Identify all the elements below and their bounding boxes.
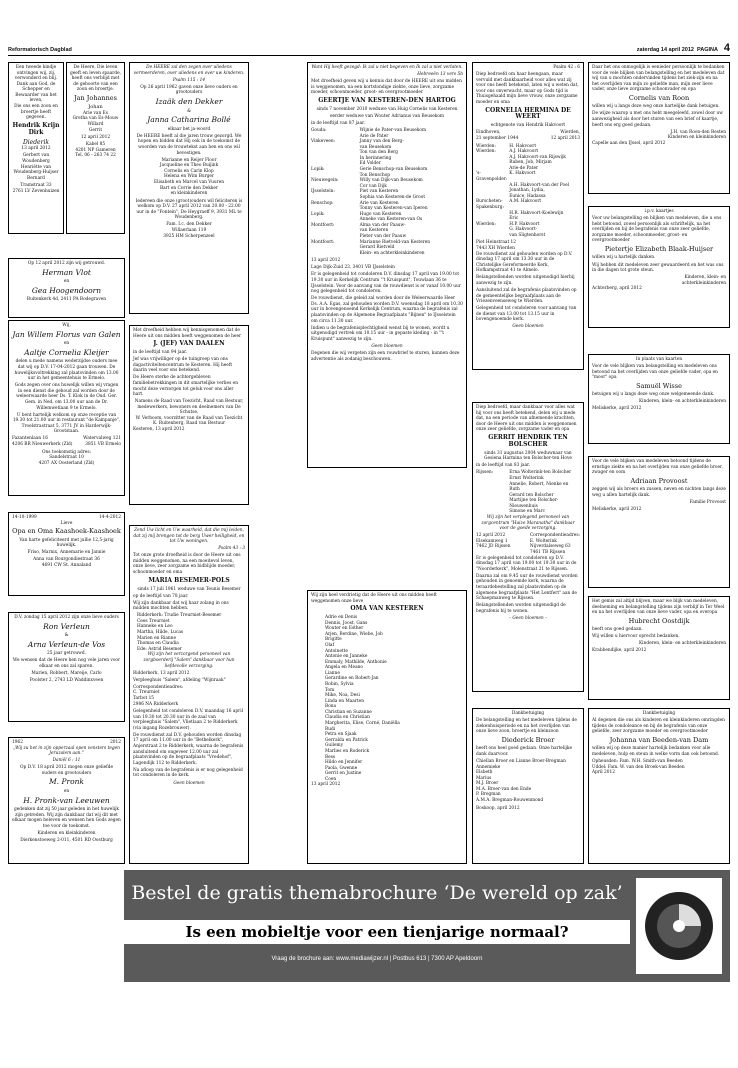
family-row: Anneke van Kesteren-van Os [359, 217, 423, 223]
thanks-ad-broer: Dankbetuiging De belangstelling en het medeleven tijdens de ziekenhuisperiode en na het overlijden van onze lieve zoon, broertje en kleinzoon Diederick Broer heeft ons heel goed gedaan. Onze hartelijke dank daarvoor. Chiellan Broer en Lianne Broer-Bregman Annemieke Elsbeth Marius M.J. Broer M.A. Broer-van den Ende P. Bregman A.M.A. Bregman-Rouwenmond Boskoop, april 2012 [472, 708, 584, 864]
family-row: Arie de Pater [359, 133, 389, 139]
family-line: Elisabeth en Marcel van Vuuren [153, 179, 225, 185]
family-line: Wouter en Esther [325, 626, 364, 632]
family-row: G. Hakvoort- [509, 227, 538, 233]
address-line: 4207 AX Oosterland (Zld) [38, 460, 95, 466]
address-line: Tarbot 15 [133, 695, 155, 701]
family-line: Paola, Gwenne [325, 765, 358, 771]
parents-line: Gerbert van Woudenberg [22, 153, 50, 165]
family-line: A.M.A. Bregman-Rouwenmond [476, 797, 544, 803]
address-line: Tramstraat 33 [20, 183, 52, 189]
family-row: A.J. Hakvoort-van Rijswijk [509, 154, 566, 160]
page-number: 4 [723, 42, 730, 54]
family-row: Simone en Marc [509, 509, 546, 515]
address-line: Piet Heinstraat 12 [476, 240, 517, 246]
family-row: Wierden: A.J. Hakvoort [476, 149, 539, 155]
family-row: van Beusekom [359, 144, 392, 150]
signature-line: W. Verboom, voorzitter van de Raad van Toezicht [135, 415, 243, 421]
obituary-ad-besemer: Zend Uw licht en Uw waarheid, dat die mij leiden, dat zij mij brengen tot de berg Uwer heiligheid, en tot Uw woningen. Psalm 43 : 3 Tot onze grote droefheid is door de Heere uit ons midden weggenomen, na een moeitevol leven, onze lieve, zeer zorgzame en bidblijde moeder, schoonmoeder en oma MARIA BESEMER-POLS sinds 17 juli 1961 weduwe van Teunis Besemer op de leeftijd van 78 jaar. Wij zijn dankbaar dat wij haar zolang in ons midden mochten hebben. Ridderkerk: Trudie Treurniet-Besemer Cees Treurniet Hanneke en Leo Martha, Hilde, Lucas Marien en Rianne Thomas en Claudia Ede: Astrid Besemer Wij zijn het verzorgend personeel van zorgboerderij "Salem" dankbaar voor hun liefdevolle verzorging. Ridderkerk, 13 april 2012 Verpleeghuis "Salem", afdeling "Wijnraak" Correspondentieadres: C. Treurniet Tarbot 15 2986 NA Ridderkerk Gelegenheid tot condoleren D.V. maandag 16 april van 19.30 tot 20.30 uur in de zaal van verpleeghuis "Salem", Vlietlaan 2 te Ridderkerk (via ingang Rozebrouwer). De rouwdienst zal D.V. gehouden worden dinsdag 17 april om 11.00 uur in de "Bethelkerk", Anjerstraat 2 te Ridderkerk, waarna de begrafenis aansluitend om ongeveer 12.00 uur zal plaatsvinden op de begraafplaats "Vredehof", Lagendijk 112 te Ridderkerk. Na afloop van de begrafenis is er nog gelegenheid tot condoleren in de kerk. Geen bloemen [129, 525, 249, 864]
family-line: Gerardine en Robert-Jan [325, 676, 379, 682]
address-line: C. Treurniet [133, 690, 160, 696]
family-line: Robin, Sylvia [325, 681, 354, 687]
mediawijzer-logo-icon [636, 878, 722, 974]
address-line: Watervalweg 121 [83, 436, 121, 442]
address-line: 4691 CW St. Annaland [41, 562, 92, 568]
family-line: Arjen, Berdine, Wiebe, Job [325, 631, 383, 637]
parents-line: Gerrit [88, 127, 103, 133]
family-row: Eunice, Hadassa [509, 193, 546, 199]
family-line: Claudia en Christian [325, 715, 370, 721]
family-line: Olaf [325, 642, 335, 648]
family-line: Kinderen, klein- en [684, 275, 726, 281]
family-row: Gerard Rietveld [359, 245, 395, 251]
family-line: J.H. van Roon-den Besten [670, 129, 726, 135]
newspaper-name: Reformatorisch Dagblad [8, 47, 72, 53]
family-row: IJsselstein: Piet van Kesteren [311, 189, 399, 195]
address-line: 12 april 2012 [476, 533, 506, 539]
family-line: Mike, Noa, Desi [325, 693, 360, 699]
family-line: Cees Treurniet [137, 618, 170, 624]
family-line: Rudi [325, 726, 336, 732]
address-line: 7461 TB Rijssen [529, 550, 566, 555]
family-line: Antonie en Janneke [325, 654, 368, 660]
family-row: Wierden: H. Hakvoort [476, 143, 537, 149]
address-line: 4201 NP Gameren [75, 147, 116, 153]
family-line: Petra en Sjaak [325, 732, 357, 738]
address-line: E. Wolterink [529, 538, 557, 544]
family-row: Jonathan, Lydia, [509, 188, 545, 194]
family-line: Annemieke [476, 764, 501, 770]
address-line: 2986 NA Ridderkerk [133, 701, 179, 707]
thanks-ad-van-roon: Daar het ons onmogelijk is eenieder persoonlijk te bedanken voor de vele blijken van belangstelling en het medeleven dat wij van u mochten ondervinden tijdens het ziek-zijn en na het overlijden van mijn zo geliefde man, mijn zeer lieve vader, onze lieve zorgzame schoonvader en opa Cornelis van Roon willen wij u langs deze weg onze hartelijke dank betuigen. De wijze waarop u met ons hebt meegeleefd, zowel door uw aanwezigheid als door het sturen van een brief of kaartje, heeft ons erg goed gedaan. J.H. van Roon-den Besten Kinderen en kleinkinderen Capelle aan den IJssel, april 2012 [588, 62, 730, 194]
thanks-ad-oostdijk: Het gemis zal altijd blijven, maar we blijk van medeleven, deelneming en belangstelling tijdens zijn verblijf in Ter Weel en na het overlijden van onze lieve vader, opa en overopa Hubrecht Oostdijk heeft ons goed gedaan. Wij willen u hiervoor oprecht bedanken. Kinderen, klein- en achterkleinkinderen Krabbendijke, april 2012 [588, 596, 730, 700]
family-line: Brigitte [325, 637, 342, 643]
obituary-ad-de-weert: Psalm 42 : 6 Diep bedroefd om haar heengaan, maar vervuld met dankbaarheid voor alles wat zij voor ons heeft betekend, laten wij u weten dat, voor ons onverwacht, maar op Gods tijd is Thuisgehaald mijn lieve vrouw, onze zorgzame moeder en oma CORNELIA HERMINA DE WEERT echtgenote van Hendrik Hakvoort Eindhoven, Wierden, 21 september 1944 12 april 2013 Wierden: H. Hakvoort Wierden: A.J. Hakvoort A.J. Hakvoort-van Rijswijk Ruben, Job, Mirjam Arie-de Pater 's-Gravenpolder: K. Hakvoort A.H. Hakvoort-van der Poel Jonathan, Lydia, Eunice, Hadassa Burscheten-Spakenburg: A.M. Hakvoort H.R. Hakvoort-Koelewijn Eric Wierden: H.P. Hakvoort G. Hakvoort- van Sligtenhorst Piet Heinstraat 12 7443 XH Wierden De rouwdienst zal gehouden worden op D.V. dinsdag 17 april om 13.30 uur in de Christelijke Gereformeerde Kerk, Hofkampstraat 41 te Almelo. Belangstellenden worden uitgenodigd hierbij aanwezig te zijn. Aansluitend zal de begrafenis plaatsvinden op de gemeentelijke begraafplaats aan de Vriezenveenseweg te Wierden. Gelegenheid tot condoleren voor aanvang van de dienst van 13.00 tot 13.15 uur in bovengenoemde kerk. Geen bloemen [472, 62, 584, 370]
family-row: In herinnering [359, 155, 392, 161]
family-row: 's-Gravenpolder: K. Hakvoort [476, 171, 536, 183]
family-row: Eric [509, 216, 519, 222]
family-line: Thomas en Claudia [137, 641, 179, 647]
family-row: Burscheten-Spakenburg: A.M. Hakvoort [476, 199, 542, 210]
signature-line: K. Ruitenberg, Raad van Bestuur [152, 421, 226, 427]
page-header [8, 44, 730, 56]
text-line: Die ons een zoon en broertje heeft gegeven. [14, 104, 58, 121]
family-line: P. Bregman [476, 792, 501, 798]
parents-line: Bernard [27, 175, 45, 181]
family-line: Antoinette [325, 648, 348, 654]
obituary-ad-oma-van-kesteren: Wij zijn heel verdrietig dat de Heere uit ons midden heeft weggenomen onze lieve OMA VAN KESTEREN Adrie en Denis Dennis, Joost, Gans Wouter en Esther Arjen, Berdine, Wiebe, Job Brigitte Olaf Antoinette Antonie en Janneke Emmaly, Mathilde, Anthonie Angela en Meano Lianne Gerardine en Robert-Jan Robin, Sylvia Tom Mike, Noa, Desi Linda en Maarten Bona Christian en Suzanne Claudia en Christian Margherita, Elise, Corné, Daniëlla Rudi Petra en Sjaak Gerralda en Patrick Guilemy Marlies en Roderick Bess Hildo en Jennifer Paola, Gwenne Gerrit en Justine Coen 13 april 2012 [307, 590, 467, 864]
advertisement-banner [124, 870, 730, 982]
family-row: Ton van den Berg [359, 150, 398, 156]
thanks-ad-van-beeden: Dankbetuiging Al degenen die ons als kinderen en kleinkinderen omringden tijdens de condoleance en bij de begrafenis van onze geliefde, zeer zorgzame moeder en overgrootmoeder Johanna van Beeden-van Dam willen wij op deze manier hartelijk bedanken voor alle medeleven, hulp en steun in welke vorm dan ook betoond. Opheusden: Fam. W.H. Smith-van Beeden Uddel: Fam. W. van den Broek-van Beeden April 2012 [588, 708, 730, 864]
family-line: Gerralda en Patrick [325, 737, 368, 743]
family-line: Margherita, Elise, Corné, Daniëlla [325, 721, 400, 727]
family-line: Willaerlaan 119 [171, 228, 207, 234]
family-row: Ton Benschop [359, 172, 391, 178]
header-date: zaterdag 14 april 2012 PAGINA [636, 47, 718, 53]
family-line: Christian en Suzanne [325, 709, 372, 715]
family-line: Marianne en Reijer Floor [161, 157, 217, 163]
family-row: Montfoort: Alma van der Paauw- [311, 222, 406, 228]
family-line: Fam. I.c. den Dekker [166, 222, 212, 228]
family-row: Annelie, Robert, Nienke en Ruth [509, 481, 569, 493]
family-line: Uddel: Fam. W. van den Broek-van Beeden [592, 764, 685, 770]
address-line: Ons toekomstig adres: [42, 449, 91, 455]
family-line: Bart en Corrie den Dekker [159, 185, 219, 191]
family-row: Benschop: Arie van Kesteren [311, 200, 399, 206]
address-line: Fazantenlaan 16 [12, 436, 48, 442]
family-row: Gerard ten Bolscher [509, 492, 554, 498]
family-line: Bess [325, 754, 336, 760]
family-line: 3925 HM Scherpenzeel [163, 233, 215, 239]
family-line: Ridderkerk: Trudie Treurniet-Besemer [137, 613, 222, 619]
address-line: 7443 XH Wierden [476, 245, 515, 251]
anniversary-ad-den-dekker: De HEERE zal den zegen over uliedens vermeerderen, over uliedens en over uw kinderen. Psalm 115 : 14 Op 26 april 1962 gaven onze lieve ouders en grootouders Izaäk den Dekker & Janna Catharina Bollé elkaar het ja-woord De HEERE heeft al die jaren trouw gezorgd. We hopen en bidden dat Hij ook in de toekomst de woorden van de trouwtekst aan hen en ons wil bevestigen. Marianne en Reijer Floor Jacqueline en Theo Buijink Cornelis en Carin Klop Helena en Wim Burger Elisabeth en Marcel van Vuuren Bart en Corrie den Dekker en kleinkinderen Iedereen die onze (groot)ouders wil feliciteren is welkom op D.V. 27 april 2012 van 20.00 - 22.00 uur in de "Fontein", De Heygraeff 9, 3931 ML te Woudenberg. Fam. I.c. den Dekker Willaerlaan 119 3925 HM Scherpenzeel [129, 62, 249, 314]
family-row: Ed Volder [359, 161, 381, 167]
family-row: Wierden: H.P. Hakvoort [476, 221, 540, 227]
family-line: Hildo en Jennifer [325, 760, 363, 766]
thanks-ad-wisse: In plaats van kaarten Voor de vele blijken van belangstelling en medeleven ons betoond na het overlijden van onze geliefde vader, opa en "moor" opa Samuël Wisse betuigen wij u langs deze weg onze welgemeende dank. Kinderen, klein- en achterkleinkinderen Meliskerke, april 2012 [588, 354, 730, 444]
family-line: M.A. Broer-van den Ende [476, 786, 532, 792]
thanks-ad-blaak: i.p.v. kaartjes Voor uw belangstelling en blijken van medeleven, die u ons hebt betoond, zowel persoonlijk als schriftelijk, na het overlijden en bij de begrafenis van onze zeer geliefde, zorgzame moeder, schoonmoeder, groot- en overgrootmoeder Pietertje Elizabeth Blaak-Huijser willen wij u hartelijk danken. Wij hebben dit medeleven zeer gewaardeerd en het was ons in die dagen tot grote steun. Kinderen, klein- en achterkleinkinderen Achterberg, april 2012 [588, 206, 730, 328]
obituary-ad-ten-bolscher: Diep bedroefd, maar dankbaar voor alles wat hij voor ons heeft betekend, delen wij u mede dat, na een periode van afnemende krachten, door de Heere uit ons midden is weggenomen onze zeer geliefde, zorgzame vader en opa GERRIT HENDRIK TEN BOLSCHER sinds 31 augustus 2004 weduwnaar van Gesiena Harmina ten Bolscher-ten Hove in de leeftijd van 83 jaar. Rijssen: Erna Wolterink-ten Bolscher Ernst Wolterink Annelie, Robert, Nienke en Ruth Gerard ten Bolscher Martijne ten Bolscher-Nieuwenhuis Simone en Marc Wij zijn het verplegend personeel van zorgcentrum "Huize Maranatha" dankbaar voor de goede verzorging. 12 april 2012 Elsekamweg 1 7462 JD Rijssen Correspondentieadres: E. Wolterink Nijverdalseweg 63 7461 TB Rijssen Er is gelegenheid tot condoleren op D.V. dinsdag 17 april van 19.00 tot 19.30 uur in de "Noorderkerk", Molenstraat 21 te Rijssen. Daarna zal om 9.45 uur de rouwdienst worden gehouden in genoemde kerk, waarna de teraardebestelling zal plaatsvinden op de algemene begraafplaats "Het Lentfert" aan de Schaepmanweg te Rijssen. Belangstellenden worden uitgenodigd de begrafenis bij te wonen. – Geen bloemen – [472, 402, 584, 692]
family-row: Pieter van der Paauw [359, 234, 407, 239]
family-row: van Kesteren [359, 228, 389, 234]
birth-ad-jan: De Heere, Die leven geeft en leven spaarde, heeft ons verblijd met de geboorte van een zoon en broertje. Jan Johannes Johan Arie van Es Gretha van Es-Mouw Willard Gerrit 12 april 2012 Kabel 85 4201 NP Gameren Tel. 06 - 263 74 22 [66, 62, 125, 234]
address-line: Sandelstraat 10 [49, 455, 84, 461]
family-row: van Sligtenhorst [509, 232, 546, 238]
address-line: Anna van Bourgondiestraat 36 [33, 557, 100, 563]
family-row: A.H. Hakvoort-van der Poel [509, 182, 570, 188]
address-line: 4206 BR Nieuwerkerk (Zld) [12, 442, 73, 447]
family-row: Ernst Wolterink [509, 475, 544, 481]
family-line: Tom [325, 687, 335, 693]
family-row: Vinkeveen: Janny van den Berg- [311, 139, 404, 145]
banner-headline: Bestel de gratis themabrochure ‘De wereld op zak’ [131, 882, 623, 904]
family-line: Marien en Rianne [137, 635, 176, 641]
parents-line: Gretha van Es-Mouw [72, 116, 119, 122]
birth-ad-hendrik: Een tweede kindje ontvingen wij, zij, verwonderd en blij. Dank aan God, de Schepper en Bewaarder van het leven, Die ons een zoon en broertje heeft gegeven. Hendrik Krijn Dirk Diederik 13 april 2012 Gerbert van Woudenberg Henriëtte van Woudenberg-Huijser Bernard Tramstraat 33 2761 LV Zevenhuizen [8, 62, 64, 234]
wedding-ad-van-galen: Wij, Jan Willem Florus van Galen en Aaltje Cornelia Kleijer delen u mede namens wederzijdse ouders mee dat wij op D.V. 17-04-2012 gaan trouwen. De huwelijksvoltrekking zal plaatsvinden om 13.00 uur in het gemeentehuis te Ermelo. Gods zegen over ons huwelijk willen wij vragen in een dienst die gehoud zal worden door de weleerwaarde heer Ds. T. Klok in de Oud. Ger. Gem. in Ned. om 13.00 uur aan de Dr. Willemwetlaan 9 te Ermelo. U bent hartelijk welkom op onze receptie van 19.30 tot 21.00 uur in restaurant "de Kampanje", Troelstrastraat 5, 3771 JV in Harderwijk-Grootstaan. Fazantenlaan 16 4206 BR Nieuwerkerk (Zld) Watervalweg 121 3851 VB Ermelo Ons toekomstig adres: Sandelstraat 10 4207 AX Oosterland (Zld) [8, 320, 125, 496]
text-line: De Heere, Die leven geeft en leven spaarde, heeft ons verblijd met de geboorte van een zoon en broertje. [70, 65, 122, 93]
family-row: Lopik: Gerie Benschop-van Beusekom [311, 167, 428, 173]
family-line: Marius [476, 775, 492, 781]
family-line: Chiellan Broer en Lianne Broer-Bregman [476, 758, 566, 764]
family-row: Montfoort: Marianne Rietveld-van Kesteren [311, 239, 431, 245]
family-line: Marlies en Roderick [325, 748, 370, 754]
family-line: Jacqueline en Theo Buijink [159, 163, 219, 169]
family-line: Elsbeth [476, 770, 493, 776]
obituary-ad-van-daalen: Met droefheid hebben wij kennisgenomen dat de Heere uit ons midden heeft weggenomen de heer J. (JEF) VAN DAALEN in de leeftijd van 94 jaar. Jef was vrijwilliger op de tuingroep van ons dagactiviteitencentrum te Kesteren. Hij heeft daarin veel voor ons betekend. De Heere sterke de achtergebleven familiebetrekkingen in dit smartelijke verlies en mocht deze verzorgen tot geluk voor ons aller hart. Namens de Raad van Toezicht, Raad van Bestuur, medewerkers, bewoners en deelnemers van De Schutse, W. Verboom, voorzitter van de Raad van Toezicht K. Ruitenberg, Raad van Bestuur Kesteren, 13 april 2012 [129, 325, 249, 505]
family-row: Ruben, Job, Mirjam [509, 160, 552, 166]
obituary-ad-van-kesteren: Want Hij heeft gezegd: Ik zal u niet begeven en Ik zal u niet verlaten. Hebreeën 13 vers 5b Met droefheid geven wij u kennis dat door de HEERE uit ons midden is weggenomen, na een kortstondige ziekte, onze lieve, zorgzame moeder, schoonmoeder, groot- en overgrootmoeder GEERTJE VAN KESTEREN-DEN HARTOG sinds 7 november 2010 weduwe van Huig Cornelis van Kesteren eerder weduwe van Wouter Adrianus van Beusekom in de leeftijd van 87 jaar. Gouda: Wijnie de Pater-van Beusekom Arie de Pater Vinkeveen: Janny van den Berg- van Beusekom Ton van den Berg In herinnering Ed Volder Lopik: Gerie Benschop-van Beusekom Ton Benschop Nieuwegein: Willy van Dijk-van Beusekom Cor van Dijk IJsselstein: Piet van Kesteren Sophia van Kesteren-de Groot Benschop: Arie van Kesteren Tonny van Kesteren-van Iperen Lopik: Hugo van Kesteren Anneke van Kesteren-van Os Montfoort: Alma van der Paauw- van Kesteren Pieter van der Paauw Montfoort: Marianne Rietveld-van Kesteren Gerard Rietveld Klein- en achterkleinkinderen 13 april 2012 Lage Dijk-Zuid 23, 3401 VB IJsselstein Er is gelegenheid tot condoleren D.V. dinsdag 17 april van 19.00 tot 19.30 uur in Kerkelijk Centrum "'t Kruispunt", Touwlaan 36 te IJsselstein. Voor de aanvang van de rouwdienst is er vanaf 10.00 uur nog gelegenheid tot condoleren. De rouwdienst, die geleid zal worden door de Weleerwaarde Heer Ds. A.A. Egas, zal gehouden worden D.V. woensdag 18 april om 10.30 uur in bovengenoemd Kerkelijk Centrum, waarna de begrafenis zal plaatsvinden op de Algemene Begraafplaats "Bijnen" te IJsselstein om circa 11.30 uur. Indien u de begrafenisplechtigheid wenst bij te wonen, wordt u uitgenodigd vertrek om 10.15 uur - in gepaste kleding - in "'t Kruispunt" aanwezig te zijn. Geen bloemen Degenen die wij vergeten zijn een rouwbrief te sturen, kunnen deze advertentie als zodanig beschouwen. [307, 62, 467, 468]
family-row: Cor van Dijk [359, 183, 387, 189]
family-row: Klein- en achterkleinkinderen [359, 250, 425, 256]
family-line: en kleinkinderen [170, 191, 208, 197]
parents-line: Henriëtte van Woudenberg-Huijser [13, 164, 59, 176]
family-line: Dennis, Joost, Gans [325, 620, 368, 626]
family-row: Tonny van Kesteren-van Iperen [359, 206, 428, 212]
family-line: Bona [325, 704, 337, 710]
family-line: Coen [325, 776, 337, 782]
family-line: achterkleinkinderen [681, 280, 726, 286]
family-line: Opheusden: Fam. W.H. Smith-van Beeden [592, 758, 683, 764]
parents-line: Arie van Es [83, 110, 108, 116]
address-line: Elsekamweg 1 [476, 538, 508, 544]
family-line: Angela en Meano [325, 665, 364, 671]
family-line: Linda en Maarten [325, 698, 364, 704]
anniversary-ad-pronk: 1962 2012 „Wij zu het in zijn opperzaal open vensters tegen Jeruzalem aan." Daniël 6 : 11 Op D.V. 18 april 2012 mogen onze geliefde ouders en grootouders M. Pronk en H. Pronk-van Leeuwen gedenken dat zij 50 jaar geleden in het huwelijk zijn getreden. Wij zijn dankbaar dat wij dit met elkaar mogen beleven en wensen hen Gods zegen toe voor de toekomst. Kinderen en kleinkinderen Dierkenstoeweg 2-011, 4501 RD Oostburg [8, 737, 125, 864]
banner-question: Is een mobieltje voor een tienjarige normaal? [124, 920, 630, 944]
family-row: Martijne ten Bolscher-Nieuwenhuis [509, 498, 559, 509]
family-line: Helena en Wim Burger [163, 174, 215, 180]
text-line: Dank aan God, de Schepper en Bewaarder van het leven, [15, 81, 57, 104]
address-line: Tel. 06 - 263 74 22 [75, 153, 116, 159]
wedding-ad-vlot: Op 12 april 2012 zijn wij getrouwd. Herman Vlot en Gea Hoogendoorn Buitenkerk 4d, 2411 PA Bodegraven [8, 258, 125, 318]
family-line: Hanneke en Leo [137, 624, 173, 630]
address-line: 3851 VB Ermelo [85, 442, 121, 447]
anniversary-ad-verleun: D.V. zondag 15 april 2012 zijn onze lieve ouders Ron Verleun & Arna Verleun-de Vos 25 jaar getrouwd. We wensen dat de Heere hen nog vele jaren voor elkaar en ons zal sparen. Marien, Robbert, Mareije, Carlo Poolster 2, 2743 LD Waddinxveen [8, 612, 125, 722]
address-line: 2761 LV Zevenhuizen [12, 188, 60, 194]
family-row: Gouda: Wijnie de Pater-van Beusekom [311, 128, 427, 134]
banner-contact: Vraag de brochure aan: www.mediawijzer.nl | Postbus 613 | 7300 AP Apeldoorn [271, 956, 483, 962]
family-line: Adrie en Denis [325, 615, 358, 621]
anniversary-ad-kaashoek: 14-10-1999 14-4-2012 Lieve Opa en Oma Kaashoek-Kaashoek Van harte gefeliciteerd met jullie 12,5-jarig huwelijk. Friso, Marnix, Annemarie en Jannie Anna van Bourgondiestraat 36 4691 CW St. Annaland [8, 512, 125, 596]
family-line: Guilemy [325, 743, 343, 749]
family-line: Gerrit en Justine [325, 771, 362, 777]
family-line: Kinderen en kleinkinderen [667, 135, 726, 141]
address-line: 7462 JD Rijssen [476, 544, 511, 550]
family-line: Lianne [325, 670, 340, 676]
family-line: M.J. Broer [476, 781, 499, 787]
family-line: Cornelis en Carin Klop [164, 168, 214, 174]
address-line: Nijverdalseweg 63 [529, 544, 571, 550]
text-line: Een tweede kindje ontvingen wij, zij, verwonderd en blij. [14, 65, 58, 82]
family-row: H.R. Hakvoort-Koelewijn [509, 210, 564, 216]
family-line: Emmaly, Mathilde, Anthonie [325, 659, 387, 665]
family-line: Ede: Astrid Besemer [137, 646, 182, 652]
address-line: Correspondentieadres: [133, 684, 184, 690]
family-row: Sophia van Kesteren-de Groot [359, 194, 426, 200]
address-line: Kabel 85 [85, 142, 106, 148]
family-row: Rijssen: Erna Wolterink-ten Bolscher [476, 470, 572, 476]
family-row: Nieuwegein: Willy van Dijk-van Beusekom [311, 178, 423, 184]
address-line: Correspondentieadres: [529, 533, 580, 539]
family-row: Arie-de Pater [509, 165, 539, 171]
parents-line: Willard [87, 122, 104, 128]
family-line: Martha, Hilde, Lucas [137, 630, 184, 636]
family-row: Lopik: Hugo van Kesteren [311, 211, 402, 217]
thanks-ad-provoost: Voor de vele blijken van medeleven betoond tijdens de ernstige ziekte en na het overlijden van onze geliefde broer, zwager en oom Adriaan Provoost zeggen wij als broers en zussen, neven en nichten langs deze weg u allen hartelijk dank. Familie Provoost Meliskerke, april 2012 [588, 456, 730, 588]
signature-line: Namens de Raad van Toezicht, Raad van Bestuur, medewerkers, bewoners en deelnemers van De Schutse, [134, 399, 244, 416]
